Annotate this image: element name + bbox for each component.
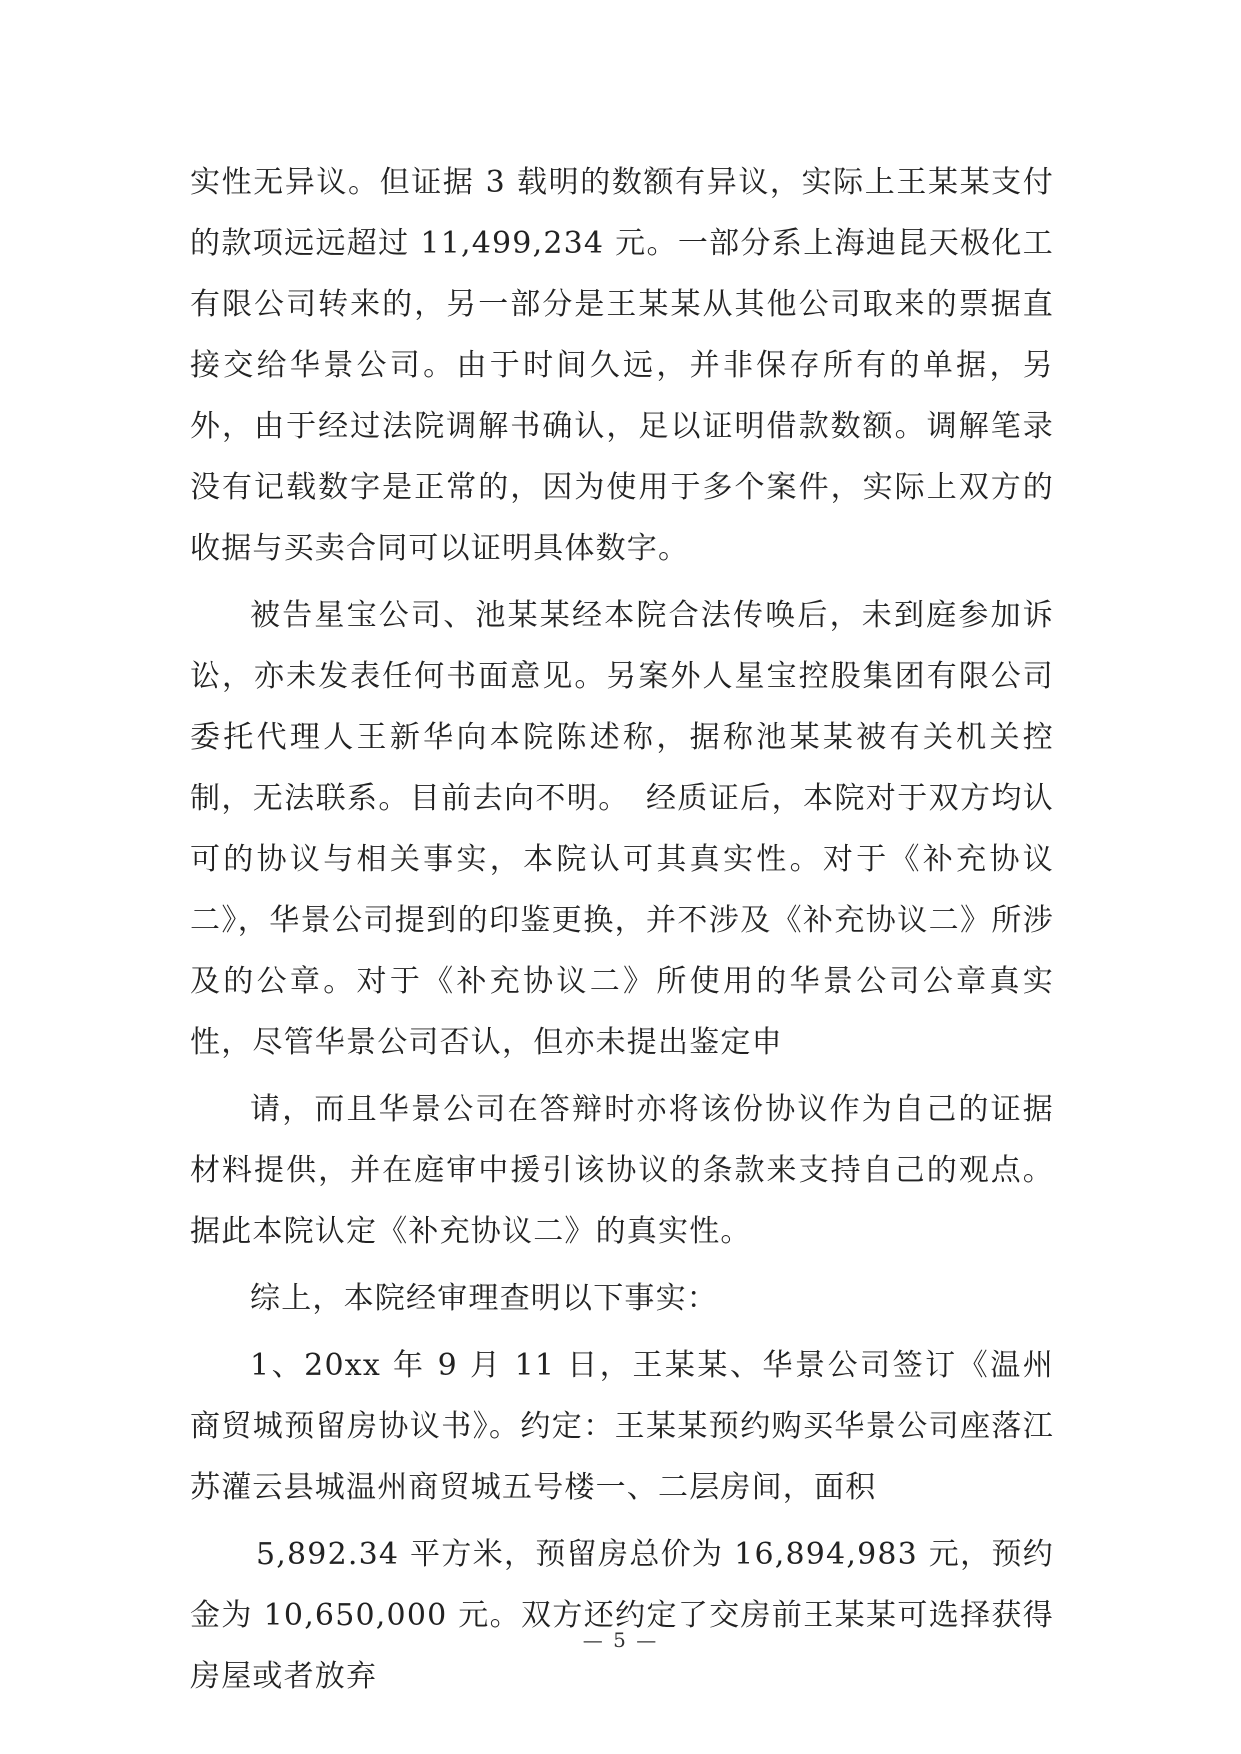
paragraph-3: 请，而且华景公司在答辩时亦将该份协议作为自己的证据材料提供，并在庭审中援引该协议的条款来支持自己的观点。据此本院认定《补充协议二》的真实性。 (190, 1092, 1054, 1249)
body-text (190, 152, 1054, 1713)
paragraph-2: 被告星宝公司、池某某经本院合法传唤后，未到庭参加诉讼，亦未发表任何书面意见。另案外人星宝控股集团有限公司委托代理人王新华向本院陈述称，据称池某某被有关机关控制，无法联系。目前去向不明。 经质证后，本院对于双方均认可的协议与相关事实，本院认可其真实性。对于《补充协议二》，华景公司提到的印鉴更换，并不涉及《补充协议二》所涉及的公章。对于《补充协议二》所使用的华景公司公章真实性，尽管华景公司否认，但亦未提出鉴定申 (190, 598, 1054, 1060)
page-number: — 5 — (582, 1628, 659, 1652)
paragraph-6: 5,892.34 平方米，预留房总价为 16,894,983 元，预约金为 10,650,000 元。双方还约定了交房前王某某可选择获得房屋或者放弃 (190, 1537, 1054, 1694)
paragraph-5: 1、20xx 年 9 月 11 日，王某某、华景公司签订《温州商贸城预留房协议书》。约定：王某某预约购买华景公司座落江苏灌云县城温州商贸城五号楼一、二层房间，面积 (190, 1348, 1054, 1505)
paragraph-1: 实性无异议。但证据 3 载明的数额有异议，实际上王某某支付的款项远远超过 11,499,234 元。一部分系上海迪昆天极化工有限公司转来的，另一部分是王某某从其他公司取来的票据直接交给华景公司。由于时间久远，并非保存所有的单据，另外，由于经过法院调解书确认，足以证明借款数额。调解笔录没有记载数字是正常的，因为使用于多个案件，实际上双方的收据与买卖合同可以证明具体数字。 (190, 165, 1054, 566)
paragraph-4: 综上，本院经审理查明以下事实： (250, 1281, 718, 1316)
